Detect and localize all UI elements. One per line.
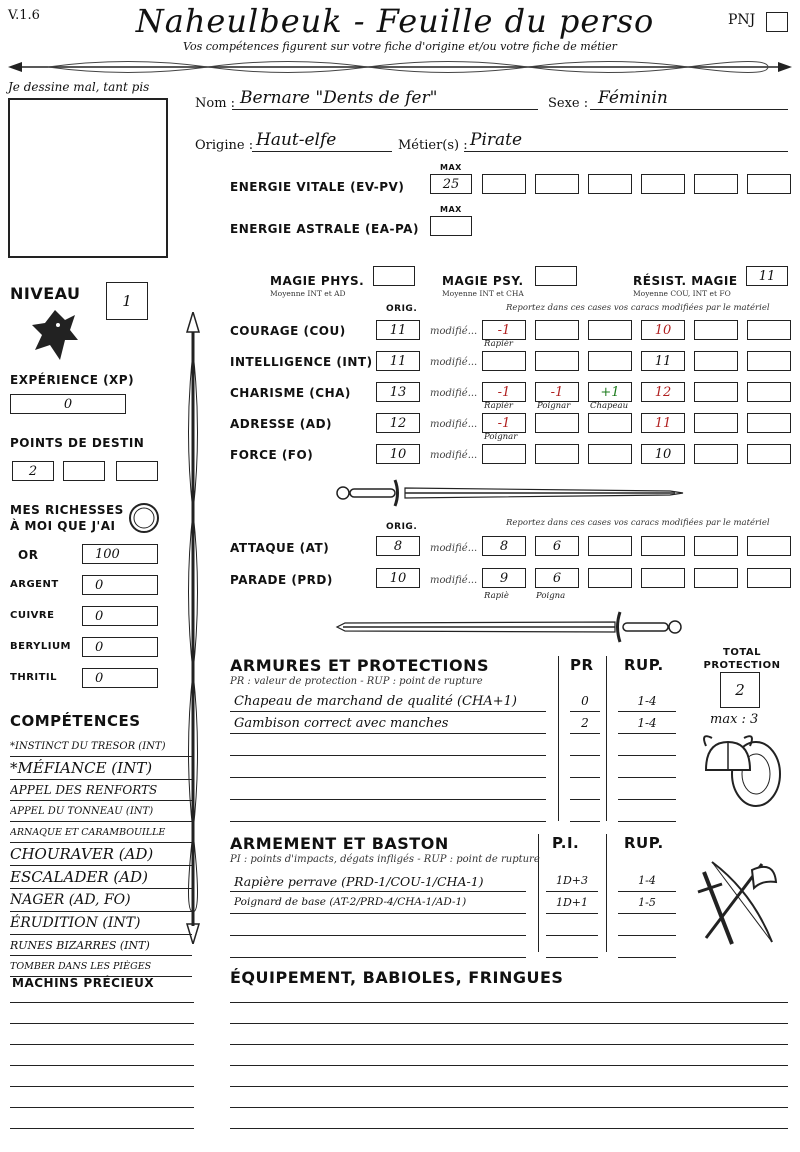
stat-label: INTELLIGENCE (INT) — [230, 355, 373, 369]
spear-icon — [182, 312, 204, 944]
stat-modif-box[interactable] — [641, 413, 685, 433]
stat-modif-box[interactable] — [482, 382, 526, 402]
stat-modif-value: 11 — [654, 415, 672, 431]
modifie-label: modifié... — [430, 450, 478, 461]
stat-modif-box[interactable] — [535, 382, 579, 402]
stat-modif-box[interactable] — [535, 351, 579, 371]
coin-value: 0 — [95, 608, 104, 624]
header-ornament — [8, 54, 792, 80]
pnj-checkbox[interactable] — [766, 12, 788, 32]
armure-name: Gambison correct avec manches — [234, 716, 449, 731]
stat-modif-box[interactable] — [641, 444, 685, 464]
stat-modif-note: Chapeau — [590, 401, 629, 411]
stat-modif-box[interactable] — [641, 382, 685, 402]
equipement-title: ÉQUIPEMENT, BABIOLES, FRINGUES — [230, 968, 564, 987]
coin-box[interactable] — [82, 575, 158, 595]
total-protection-box[interactable] — [720, 672, 760, 708]
skill-item[interactable]: ÉRUDITION (INT) — [10, 912, 192, 935]
ea-max-label: MAX — [440, 205, 462, 214]
stat-orig-value: 10 — [389, 446, 407, 462]
ev-track-box[interactable] — [747, 174, 791, 194]
stat-label: ADRESSE (AD) — [230, 417, 333, 431]
armure-rup: 1-4 — [637, 694, 657, 708]
combat-modif-box[interactable] — [482, 536, 526, 556]
stat-modif-box[interactable] — [694, 351, 738, 371]
stat-modif-box[interactable] — [694, 320, 738, 340]
destin-value: 2 — [28, 463, 38, 479]
stat-orig-box[interactable] — [376, 320, 420, 340]
machin-line[interactable] — [10, 1086, 194, 1087]
sexe-value: Féminin — [598, 88, 668, 108]
coin-value: 0 — [95, 639, 104, 655]
stat-modif-value: +1 — [600, 384, 620, 400]
skill-item[interactable]: NAGER (AD, FO) — [10, 889, 192, 912]
machin-line[interactable] — [10, 1002, 194, 1003]
sheet-title: Naheulbeuk - Feuille du perso — [135, 2, 655, 40]
modifie-label: modifié... — [430, 419, 478, 430]
stat-modif-box[interactable] — [694, 413, 738, 433]
ev-track-box[interactable] — [482, 174, 526, 194]
magie-phys-box[interactable] — [373, 266, 415, 286]
combat-modif-box[interactable] — [694, 536, 738, 556]
stat-modif-box[interactable] — [482, 351, 526, 371]
nom-value: Bernare "Dents de fer" — [240, 88, 438, 108]
combat-orig-value: 8 — [393, 538, 403, 554]
skill-item[interactable]: *INSTINCT DU TRESOR (INT) — [10, 736, 192, 757]
nom-label: Nom : — [195, 96, 236, 111]
armure-line[interactable] — [230, 734, 546, 756]
combat-modif-box[interactable] — [535, 568, 579, 588]
skill-item[interactable]: TOMBER DANS LES PIÈGES — [10, 956, 192, 977]
armement-col-pi: P.I. — [552, 834, 580, 852]
stat-modif-box[interactable] — [535, 444, 579, 464]
armure-line[interactable] — [230, 756, 546, 778]
skill-item[interactable]: APPEL DES RENFORTS — [10, 780, 192, 801]
armement-vline-2 — [606, 834, 607, 952]
resist-magie-label: RÉSIST. MAGIE — [633, 274, 738, 288]
combat-orig-box[interactable] — [376, 568, 420, 588]
max-protection-label: max : 3 — [710, 712, 759, 727]
origine-field[interactable] — [252, 130, 392, 152]
magie-phys-label: MAGIE PHYS. — [270, 274, 365, 288]
stat-orig-box[interactable] — [376, 413, 420, 433]
arme-rup-line[interactable] — [618, 936, 676, 958]
combat-modif-box[interactable] — [535, 536, 579, 556]
resist-magie-box[interactable] — [746, 266, 788, 286]
stat-modif-box[interactable] — [747, 351, 791, 371]
ev-label: ENERGIE VITALE (EV-PV) — [230, 180, 405, 194]
stat-modif-box[interactable] — [588, 444, 632, 464]
stat-modif-box[interactable] — [694, 444, 738, 464]
resist-magie-sub: Moyenne COU, INT et FO — [633, 289, 731, 298]
machin-line[interactable] — [10, 1107, 194, 1108]
stats-report-note: Reportez dans ces cases vos caracs modifiées par le matériel — [506, 303, 770, 313]
magie-psy-sub: Moyenne INT et CHA — [442, 289, 524, 298]
xp-box[interactable] — [10, 394, 126, 414]
skill-item[interactable]: CHOURAVER (AD) — [10, 843, 192, 866]
ev-track-box[interactable] — [535, 174, 579, 194]
destin-box-3[interactable] — [116, 461, 158, 481]
stat-modif-value: -1 — [497, 384, 511, 400]
stat-modif-box[interactable] — [747, 413, 791, 433]
coin-label: OR — [18, 548, 39, 562]
armure-pr-line[interactable] — [570, 778, 600, 800]
combat-note-2: Poigna — [536, 591, 566, 601]
stat-modif-box[interactable] — [747, 444, 791, 464]
skill-item[interactable]: ESCALADER (AD) — [10, 866, 192, 889]
stat-orig-box[interactable] — [376, 444, 420, 464]
skill-item[interactable]: RUNES BIZARRES (INT) — [10, 935, 192, 956]
stat-modif-value: -1 — [497, 322, 511, 338]
sheet-subtitle: Vos compétences figurent sur votre fiche d'origine et/ou votre fiche de métier — [183, 40, 617, 53]
armures-vline-1 — [558, 656, 559, 821]
stat-modif-box[interactable] — [694, 382, 738, 402]
arme-pi: 1D+3 — [555, 874, 589, 887]
stat-modif-box[interactable] — [588, 382, 632, 402]
destin-box-1[interactable] — [12, 461, 54, 481]
equipement-line[interactable] — [230, 1128, 788, 1129]
combat-note-1: Rapiè — [484, 591, 509, 601]
coin-label: BERYLIUM — [10, 641, 72, 652]
stat-orig-box[interactable] — [376, 382, 420, 402]
machin-line[interactable] — [10, 1044, 194, 1045]
coin-label: THRITIL — [10, 672, 58, 683]
coin-value: 100 — [95, 546, 120, 562]
stat-modif-value: 10 — [654, 446, 672, 462]
stat-orig-value: 12 — [389, 415, 407, 431]
armement-sub: PI : points d'impacts, dégats infligés - RUP : point de rupture — [230, 854, 540, 865]
stat-orig-value: 11 — [389, 353, 407, 369]
portrait-caption: Je dessine mal, tant pis — [8, 80, 150, 94]
stat-modif-box[interactable] — [482, 320, 526, 340]
armure-pr-line[interactable] — [570, 734, 600, 756]
coin-label: ARGENT — [10, 579, 59, 590]
stat-label: FORCE (FO) — [230, 448, 314, 462]
nom-field[interactable] — [232, 88, 538, 110]
coin-value: 0 — [95, 670, 104, 686]
coin-box[interactable] — [82, 606, 158, 626]
combat-modif-box[interactable] — [482, 568, 526, 588]
skill-item[interactable]: ARNAQUE ET CARAMBOUILLE — [10, 822, 192, 843]
combat-modif-value: 6 — [552, 570, 562, 586]
niveau-box[interactable] — [106, 282, 148, 320]
equipement-line[interactable] — [230, 1086, 788, 1087]
combat-modif-box[interactable] — [641, 536, 685, 556]
stat-modif-note: Poignar — [537, 401, 571, 411]
armure-line[interactable] — [230, 800, 546, 822]
arme-name: Rapière perrave (PRD-1/COU-1/CHA-1) — [234, 874, 484, 889]
arme-rup: 1-4 — [638, 874, 656, 887]
origine-value: Haut-elfe — [256, 130, 337, 150]
skill-item[interactable]: *MÉFIANCE (INT) — [10, 757, 192, 780]
combat-orig-box[interactable] — [376, 536, 420, 556]
armures-vline-2 — [606, 656, 607, 821]
armure-pr-line[interactable] — [570, 756, 600, 778]
combat-modif-box[interactable] — [747, 568, 791, 588]
machin-line[interactable] — [10, 1065, 194, 1066]
stat-modif-box[interactable] — [641, 351, 685, 371]
armement-vline-1 — [538, 834, 539, 952]
magie-psy-label: MAGIE PSY. — [442, 274, 524, 288]
portrait-box[interactable] — [8, 98, 168, 258]
armure-rup: 1-4 — [637, 716, 657, 730]
stat-modif-box[interactable] — [482, 444, 526, 464]
armure-rup-line[interactable] — [618, 756, 676, 778]
combat-modif-value: 9 — [499, 570, 509, 586]
equipement-line[interactable] — [230, 1065, 788, 1066]
combat-modif-box[interactable] — [588, 536, 632, 556]
coin-value: 0 — [95, 577, 104, 593]
metier-value: Pirate — [470, 130, 523, 150]
modifie-label: modifié... — [430, 357, 478, 368]
combat-report-note: Reportez dans ces cases vos caracs modifiées par le matériel — [506, 518, 770, 528]
combat-modif-value: 6 — [552, 538, 562, 554]
stat-modif-box[interactable] — [588, 351, 632, 371]
arme-pi-line[interactable] — [546, 914, 598, 936]
machins-label: MACHINS PRÉCIEUX — [12, 976, 155, 990]
modifie-label: modifié... — [430, 543, 478, 554]
ev-max-box[interactable] — [430, 174, 472, 194]
equipement-line[interactable] — [230, 1044, 788, 1045]
stat-modif-box[interactable] — [535, 320, 579, 340]
combat-label: PARADE (PRD) — [230, 573, 333, 587]
niveau-value: 1 — [122, 292, 132, 310]
magie-phys-sub: Moyenne INT et AD — [270, 289, 346, 298]
armure-line[interactable] — [230, 778, 546, 800]
stat-modif-box[interactable] — [747, 382, 791, 402]
combat-orig-value: 10 — [389, 570, 407, 586]
equipement-line[interactable] — [230, 1023, 788, 1024]
combat-modif-box[interactable] — [588, 568, 632, 588]
stat-modif-value: 11 — [654, 353, 672, 369]
combat-label: ATTAQUE (AT) — [230, 541, 330, 555]
combat-modif-value: 8 — [499, 538, 509, 554]
combat-modif-box[interactable] — [641, 568, 685, 588]
competences-label: COMPÉTENCES — [10, 712, 141, 730]
arme-line[interactable] — [230, 936, 526, 958]
stat-modif-value: 10 — [654, 322, 672, 338]
pnj-label: PNJ — [728, 12, 756, 28]
armure-pr-line[interactable] — [570, 800, 600, 822]
stat-modif-box[interactable] — [588, 413, 632, 433]
stat-orig-box[interactable] — [376, 351, 420, 371]
ev-track-box[interactable] — [641, 174, 685, 194]
ev-max-value: 25 — [442, 176, 460, 192]
stat-modif-value: 12 — [654, 384, 672, 400]
coin-icon — [128, 502, 160, 534]
armure-pr: 0 — [581, 694, 589, 708]
ev-track-box[interactable] — [588, 174, 632, 194]
destin-box-2[interactable] — [63, 461, 105, 481]
stat-modif-box[interactable] — [482, 413, 526, 433]
stat-label: COURAGE (COU) — [230, 324, 346, 338]
stat-modif-note: Poignar — [484, 432, 518, 442]
modifie-label: modifié... — [430, 326, 478, 337]
metier-label: Métier(s) : — [398, 138, 468, 153]
stat-modif-note: Rapièr — [484, 339, 513, 349]
helmet-shield-icon — [698, 730, 784, 812]
arme-pi-line[interactable] — [546, 936, 598, 958]
stat-modif-box[interactable] — [641, 320, 685, 340]
stat-label: CHARISME (CHA) — [230, 386, 351, 400]
resist-magie-value: 11 — [758, 268, 776, 284]
armure-pr: 2 — [581, 716, 589, 730]
coin-box[interactable] — [82, 668, 158, 688]
arme-rup: 1-5 — [638, 896, 656, 909]
armement-col-rup: RUP. — [624, 834, 664, 852]
arme-line[interactable] — [230, 914, 526, 936]
total-protection-value: 2 — [735, 681, 745, 699]
armure-name: Chapeau de marchand de qualité (CHA+1) — [234, 694, 517, 709]
modifie-label: modifié... — [430, 388, 478, 399]
skill-item[interactable]: APPEL DU TONNEAU (INT) — [10, 801, 192, 822]
arme-rup-line[interactable] — [618, 914, 676, 936]
equipement-line[interactable] — [230, 1107, 788, 1108]
combat-modif-box[interactable] — [747, 536, 791, 556]
origine-label: Origine : — [195, 138, 254, 153]
armures-col-pr: PR — [570, 656, 594, 674]
stat-modif-note: Rapièr — [484, 401, 513, 411]
ea-label: ENERGIE ASTRALE (EA-PA) — [230, 222, 419, 236]
sexe-field[interactable] — [590, 88, 788, 110]
version-label: V.1.6 — [8, 8, 40, 23]
sword-ornament-icon — [335, 478, 685, 508]
armure-rup-line[interactable] — [618, 734, 676, 756]
armement-title: ARMEMENT ET BASTON — [230, 834, 449, 853]
arme-pi: 1D+1 — [555, 896, 589, 909]
stat-orig-value: 11 — [389, 322, 407, 338]
coin-box[interactable] — [82, 637, 158, 657]
combat-orig-label: ORIG. — [386, 522, 418, 532]
sword-ornament-2-icon — [335, 610, 685, 644]
destin-label: POINTS DE DESTIN — [10, 436, 145, 450]
armures-title: ARMURES ET PROTECTIONS — [230, 656, 489, 675]
weapons-icon — [692, 852, 786, 950]
armure-rup-line[interactable] — [618, 778, 676, 800]
dragon-icon — [30, 305, 80, 365]
armure-rup-line[interactable] — [618, 800, 676, 822]
total-protection-label: TOTAL PROTECTION — [703, 647, 781, 671]
armures-sub: PR : valeur de protection - RUP : point de rupture — [230, 676, 483, 687]
ev-track-box[interactable] — [694, 174, 738, 194]
metier-field[interactable] — [464, 130, 788, 152]
stat-orig-value: 13 — [389, 384, 407, 400]
stat-modif-box[interactable] — [747, 320, 791, 340]
equipement-line[interactable] — [230, 1002, 788, 1003]
modifie-label: modifié... — [430, 575, 478, 586]
stat-modif-value: -1 — [550, 384, 564, 400]
arme-name: Poignard de base (AT-2/PRD-4/CHA-1/AD-1) — [234, 896, 467, 908]
stat-modif-box[interactable] — [588, 320, 632, 340]
xp-value: 0 — [63, 396, 73, 412]
niveau-label: NIVEAU — [10, 284, 81, 303]
ea-max-box[interactable] — [430, 216, 472, 236]
machin-line[interactable] — [10, 1128, 194, 1129]
coin-label: CUIVRE — [10, 610, 55, 621]
ev-max-label: MAX — [440, 163, 462, 172]
stats-orig-label: ORIG. — [386, 304, 418, 314]
stat-modif-box[interactable] — [535, 413, 579, 433]
richesses-label: MES RICHESSES À MOI QUE J'AI — [10, 503, 124, 533]
stat-modif-value: -1 — [497, 415, 511, 431]
sexe-label: Sexe : — [548, 96, 589, 111]
magie-psy-box[interactable] — [535, 266, 577, 286]
combat-modif-box[interactable] — [694, 568, 738, 588]
coin-box[interactable] — [82, 544, 158, 564]
xp-label: EXPÉRIENCE (XP) — [10, 373, 135, 387]
armures-col-rup: RUP. — [624, 656, 664, 674]
machin-line[interactable] — [10, 1023, 194, 1024]
